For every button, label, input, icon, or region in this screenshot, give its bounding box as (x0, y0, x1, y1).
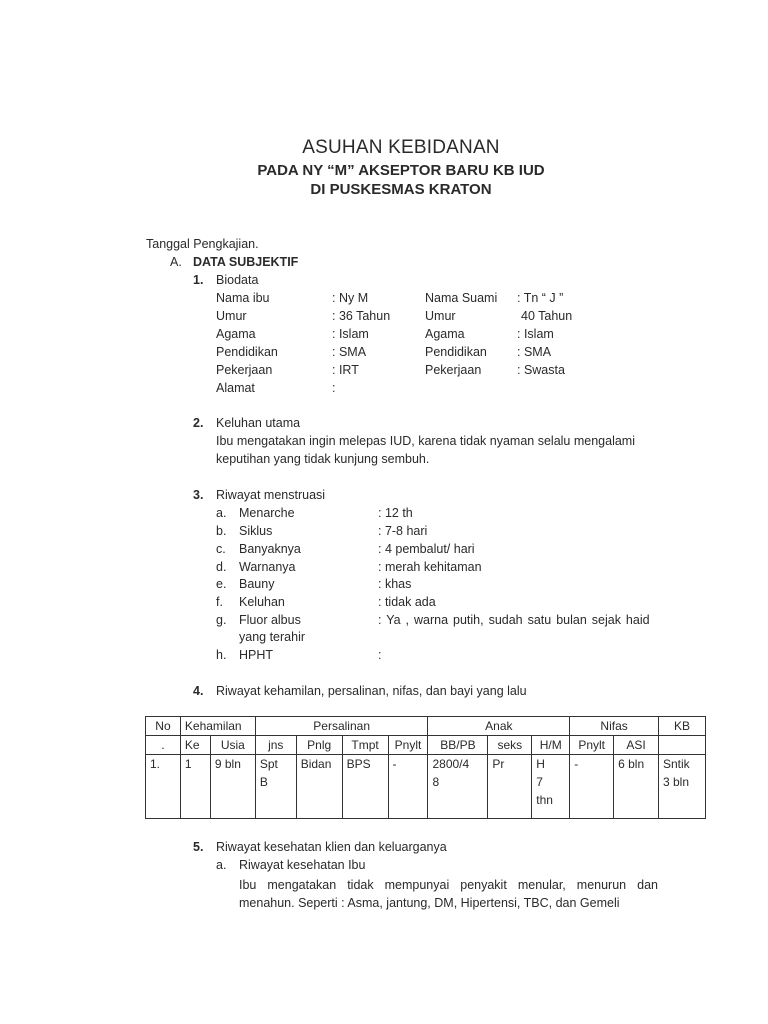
section-a-label: DATA SUBJEKTIF (193, 255, 299, 269)
list-item-value: : merah kehitaman (378, 560, 482, 574)
list-item-letter: g. (216, 613, 227, 627)
list-item-value: : 7-8 hari (378, 524, 428, 538)
list-item-letter: a. (216, 506, 227, 520)
cell-kb-line: Sntik (662, 757, 690, 771)
subheader-ke: Ke (180, 736, 210, 755)
subheader-seks: seks (488, 736, 532, 755)
document-subtitle-1: PADA NY “M” AKSEPTOR BARU KB IUD (257, 162, 545, 179)
tanggal-pengkajian: Tanggal Pengkajian. (146, 237, 259, 251)
biodata-value-suami: : SMA (517, 345, 552, 359)
riwayat-kehamilan-table (145, 716, 706, 819)
cell-ke: 1 (180, 755, 210, 819)
biodata-key: Alamat (216, 381, 255, 395)
biodata-key-suami: Agama (425, 327, 465, 341)
list-item-letter: c. (216, 542, 226, 556)
biodata-key: Pekerjaan (216, 363, 273, 377)
menstruasi-label: Riwayat menstruasi (216, 488, 326, 502)
biodata-value-suami: : Tn “ J ” (517, 291, 564, 305)
list-item-key: Banyaknya (239, 542, 301, 556)
list-item-key: Bauny (239, 577, 275, 591)
cell-hm-line: H (536, 757, 545, 771)
list-item-value: : 4 pembalut/ hari (378, 542, 475, 556)
biodata-key: Umur (216, 309, 247, 323)
biodata-key-suami: Umur (425, 309, 456, 323)
list-item-key: HPHT (239, 648, 274, 662)
list-item-value: : (378, 648, 382, 662)
cell-hm-line: thn (536, 793, 553, 807)
cell-pnlg: Bidan (296, 755, 342, 819)
biodata-value: : SMA (332, 345, 367, 359)
subheader-pnlg: Pnlg (296, 736, 342, 755)
header-nifas: Nifas (570, 717, 659, 736)
cell-jns-line: Spt (259, 757, 278, 771)
kesehatan-number: 5. (193, 840, 204, 854)
keluhan-label: Keluhan utama (216, 416, 301, 430)
list-item-letter: d. (216, 560, 227, 574)
list-item-key: Menarche (239, 506, 295, 520)
biodata-number: 1. (193, 273, 204, 287)
list-item-value: : tidak ada (378, 595, 436, 609)
biodata-key: Agama (216, 327, 256, 341)
subheader-pnylt: Pnylt (388, 736, 428, 755)
list-item-value: : 12 th (378, 506, 413, 520)
subheader-tmpt: Tmpt (342, 736, 388, 755)
header-no: No (146, 717, 181, 736)
biodata-value-suami: : Swasta (517, 363, 565, 377)
subheader-hm: H/M (532, 736, 570, 755)
table-subheader-row (146, 736, 706, 755)
table-row (146, 755, 706, 819)
cell-bbpb-line: 8 (432, 775, 440, 789)
cell-bbpb-line: 2800/4 (432, 757, 470, 771)
list-item-value: : khas (378, 577, 412, 591)
header-persalinan: Persalinan (255, 717, 428, 736)
biodata-key-suami: Pendidikan (425, 345, 487, 359)
list-item-key: Warnanya (239, 560, 296, 574)
list-item-value: : Ya , warna putih, sudah satu bulan sejak haid (378, 613, 650, 627)
document-title: ASUHAN KEBIDANAN (302, 137, 500, 158)
biodata-value: : (332, 381, 336, 395)
list-item-letter: b. (216, 524, 227, 538)
biodata-key: Nama ibu (216, 291, 270, 305)
list-item-key: Siklus (239, 524, 273, 538)
riwayat-kehamilan-label: Riwayat kehamilan, persalinan, nifas, dan bayi yang lalu (216, 684, 527, 698)
section-a-letter: A. (170, 255, 182, 269)
subheader-jns: jns (255, 736, 296, 755)
table-header-row (146, 717, 706, 736)
cell-jns-line: B (259, 775, 268, 789)
subheader-kb (658, 736, 705, 755)
kesehatan-sub-letter: a. (216, 858, 227, 872)
cell-no: 1. (146, 755, 181, 819)
menstruasi-number: 3. (193, 488, 204, 502)
list-item-letter: h. (216, 648, 227, 662)
header-kb: KB (658, 717, 705, 736)
biodata-value-suami: 40 Tahun (521, 309, 573, 323)
cell-pnylt: - (388, 755, 428, 819)
biodata-label: Biodata (216, 273, 259, 287)
subheader-no: . (146, 736, 181, 755)
subheader-usia: Usia (210, 736, 255, 755)
cell-asi: 6 bln (614, 755, 659, 819)
kesehatan-paragraph: Ibu mengatakan tidak mempunyai penyakit menular, menurun dan menahun. Seperti : Asma, jantung, DM, Hipertensi, TBC, dan Gemeli (239, 878, 658, 910)
cell-hm-line: 7 (536, 775, 543, 789)
cell-usia: 9 bln (210, 755, 255, 819)
cell-seks: Pr (488, 755, 532, 819)
biodata-value: : Islam (332, 327, 369, 341)
keluhan-text-line-1: Ibu mengatakan ingin melepas IUD, karena tidak nyaman selalu mengalami (216, 434, 635, 448)
biodata-key-suami: Pekerjaan (425, 363, 482, 377)
cell-tmpt: BPS (342, 755, 388, 819)
cell-bbpb (428, 755, 488, 819)
list-item-letter: e. (216, 577, 227, 591)
subheader-nifas-pnylt: Pnylt (570, 736, 614, 755)
list-item-key: Fluor albus (239, 613, 301, 627)
list-item-letter: f. (216, 595, 223, 609)
subheader-asi: ASI (614, 736, 659, 755)
document-subtitle-2: DI PUSKESMAS KRATON (310, 181, 492, 198)
kesehatan-label: Riwayat kesehatan klien dan keluarganya (216, 840, 447, 854)
cell-hm (532, 755, 570, 819)
subheader-bbpb: BB/PB (428, 736, 488, 755)
header-kehamilan: Kehamilan (180, 717, 255, 736)
cell-nifas-pnylt: - (570, 755, 614, 819)
keluhan-text-line-2: keputihan yang tidak kunjung sembuh. (216, 452, 430, 466)
biodata-value: : Ny M (332, 291, 369, 305)
biodata-value-suami: : Islam (517, 327, 554, 341)
biodata-key: Pendidikan (216, 345, 278, 359)
keluhan-number: 2. (193, 416, 204, 430)
cell-kb (658, 755, 705, 819)
kesehatan-sub-label: Riwayat kesehatan Ibu (239, 858, 366, 872)
biodata-key-suami: Nama Suami (425, 291, 498, 305)
list-item-key: Keluhan (239, 595, 285, 609)
list-item-key: yang terahir (239, 630, 306, 644)
cell-jns (255, 755, 296, 819)
header-anak: Anak (428, 717, 570, 736)
riwayat-kehamilan-number: 4. (193, 684, 204, 698)
biodata-value: : IRT (332, 363, 359, 377)
biodata-value: : 36 Tahun (332, 309, 391, 323)
cell-kb-line: 3 bln (662, 775, 690, 789)
